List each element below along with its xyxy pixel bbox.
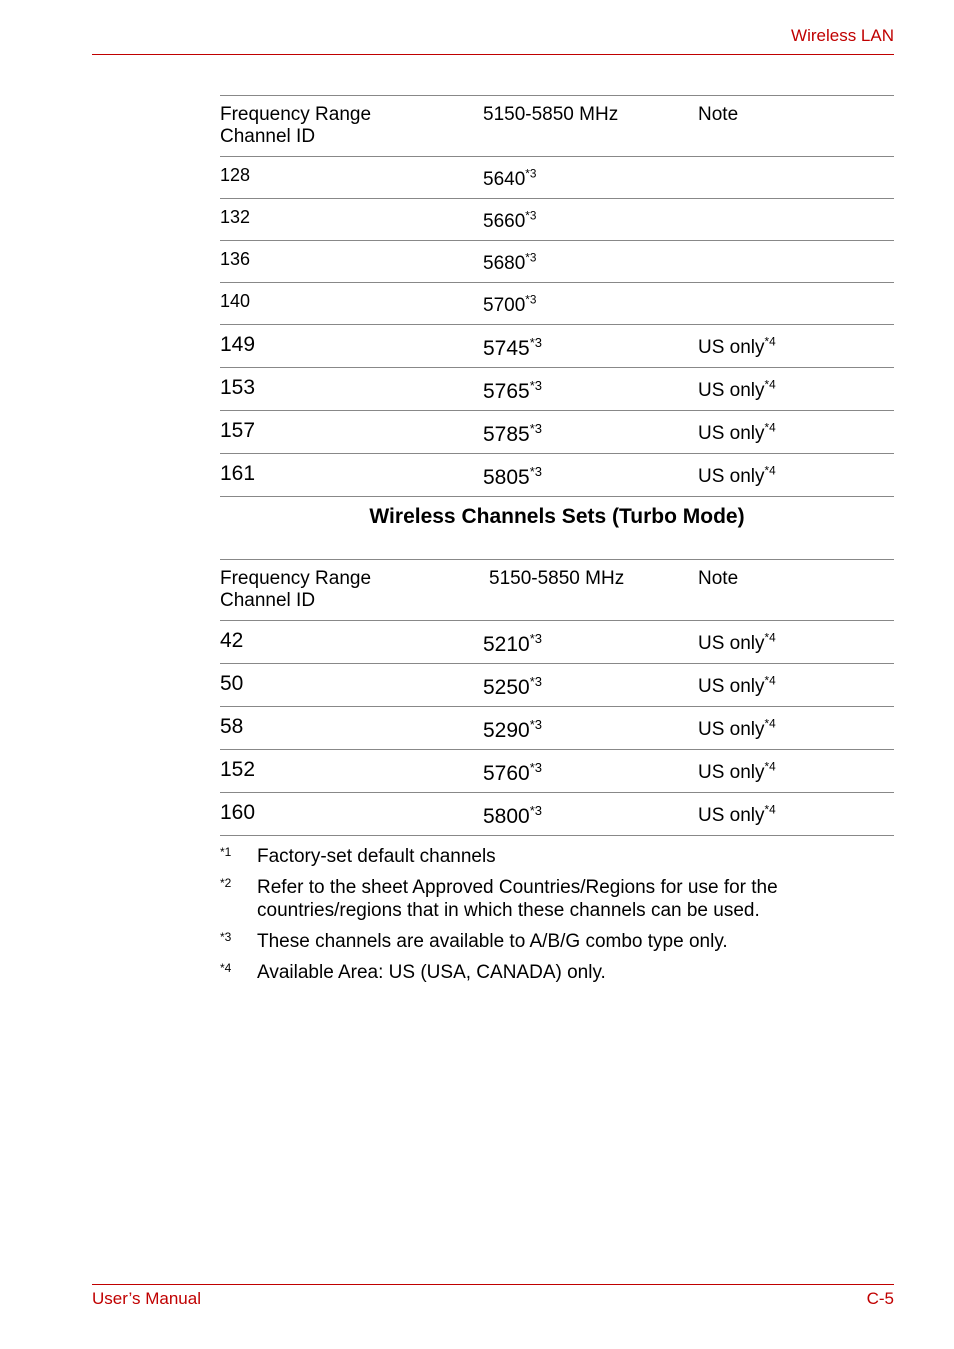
frequency-text: 5700: [483, 295, 526, 316]
footnote-mark: *2: [220, 876, 232, 890]
note: [698, 466, 776, 488]
footnote-text: Factory-set default channels: [257, 846, 496, 867]
table-row: [220, 157, 894, 199]
channel-id: [220, 629, 243, 653]
footnote: [220, 930, 894, 953]
frequency-text: 5765: [483, 380, 530, 403]
footnote-ref: *3: [529, 464, 543, 479]
footnote-ref: *3: [525, 209, 537, 223]
frequency-text: 5805: [483, 466, 530, 489]
footnote-ref: *4: [764, 803, 776, 817]
footnote-ref: *4: [764, 378, 776, 392]
channel-id: [220, 801, 255, 825]
footnote-ref: *4: [764, 674, 776, 688]
footnote-ref: *3: [529, 378, 543, 393]
note: [698, 762, 776, 784]
manual-title: User’s Manual: [92, 1289, 201, 1308]
channel-id: [220, 419, 255, 443]
channel-id-text: 160: [220, 801, 256, 824]
header-label: Channel ID: [220, 126, 316, 147]
footer-rule: [92, 1284, 894, 1285]
frequency: [483, 805, 542, 829]
frequency-text: 5785: [483, 423, 530, 446]
note-text: US only: [698, 337, 765, 358]
header-label: Frequency Range: [220, 568, 372, 589]
note: [698, 719, 776, 741]
note: [698, 423, 776, 445]
note-text: US only: [698, 676, 765, 697]
frequency: [483, 633, 542, 657]
footnote-mark: *4: [220, 961, 232, 975]
footnote-ref: *3: [525, 167, 537, 181]
channel-id: [220, 715, 243, 739]
footnote-ref: *3: [529, 803, 543, 818]
channel-id-text: 157: [220, 419, 256, 442]
frequency: [483, 169, 536, 191]
header-frequency-range: [220, 568, 371, 612]
channel-id-text: 50: [220, 672, 244, 695]
frequency-text: 5660: [483, 211, 526, 232]
footnote-ref: *3: [529, 335, 543, 350]
frequency: [483, 295, 536, 317]
note: [698, 676, 776, 698]
note: [698, 380, 776, 402]
channel-id-text: 161: [220, 462, 256, 485]
channel-id: [220, 376, 255, 400]
table-row: [220, 325, 894, 368]
table-row: [220, 621, 894, 664]
table-row: [220, 411, 894, 454]
footnote: [220, 845, 894, 868]
header-frequency-range: [220, 104, 371, 148]
note-text: US only: [698, 719, 765, 740]
header-label: Frequency Range: [220, 104, 372, 125]
channel-id: [220, 672, 243, 696]
note: [698, 337, 776, 359]
footnotes: [220, 845, 894, 992]
frequency-text: 5250: [483, 676, 530, 699]
footnote-ref: *4: [764, 421, 776, 435]
table-row: [220, 199, 894, 241]
channel-id-text: 132: [220, 207, 251, 227]
note-text: US only: [698, 805, 765, 826]
footnote-ref: *3: [525, 293, 537, 307]
table-row: [220, 707, 894, 750]
frequency: [483, 380, 542, 404]
footnote-ref: *3: [529, 421, 543, 436]
frequency: [483, 719, 542, 743]
channel-id: [220, 207, 250, 228]
frequency: [483, 211, 536, 233]
footnote-ref: *3: [529, 631, 543, 646]
channel-id: [220, 333, 255, 357]
table-row: [220, 283, 894, 325]
table-row: [220, 793, 894, 836]
channel-id: [220, 249, 250, 270]
channel-id-text: 153: [220, 376, 256, 399]
footnote-ref: *3: [525, 251, 537, 265]
channel-id-text: 149: [220, 333, 256, 356]
footnote-ref: *4: [764, 717, 776, 731]
footnote-text: Refer to the sheet Approved Countries/Regions for use for the countries/regions that in which these channels can be used.: [257, 877, 778, 921]
table-row: [220, 454, 894, 497]
table-row: [220, 241, 894, 283]
turbo-channel-table: [220, 559, 894, 836]
channel-id-text: 140: [220, 291, 251, 311]
frequency: [483, 253, 536, 275]
header-mhz: 5150-5850 MHz: [483, 104, 619, 125]
note-text: US only: [698, 762, 765, 783]
footnote-ref: *3: [529, 717, 543, 732]
header-label: Channel ID: [220, 590, 316, 611]
page-number: C-5: [866, 1289, 894, 1308]
frequency: [483, 423, 542, 447]
footnote-ref: *4: [764, 631, 776, 645]
footnote: [220, 961, 894, 984]
header-note: Note: [698, 568, 739, 589]
note: [698, 633, 776, 655]
footnote-ref: *4: [764, 335, 776, 349]
note-text: US only: [698, 466, 765, 487]
section-title: Wireless LAN: [791, 26, 894, 45]
channel-id: [220, 165, 250, 186]
footnote-ref: *4: [764, 464, 776, 478]
note-text: US only: [698, 423, 765, 444]
table-header: [220, 95, 894, 157]
frequency: [483, 466, 542, 490]
channel-table: [220, 95, 894, 497]
frequency-text: 5290: [483, 719, 530, 742]
channel-id-text: 152: [220, 758, 256, 781]
frequency-text: 5745: [483, 337, 530, 360]
channel-id-text: 128: [220, 165, 251, 185]
footnote: [220, 876, 894, 922]
footnote-ref: *3: [529, 760, 543, 775]
channel-id: [220, 291, 250, 312]
channel-id-text: 42: [220, 629, 244, 652]
channel-id-text: 58: [220, 715, 244, 738]
table-row: [220, 664, 894, 707]
table-row: [220, 368, 894, 411]
frequency-text: 5760: [483, 762, 530, 785]
footnote-mark: *1: [220, 845, 232, 859]
footnote-text: These channels are available to A/B/G combo type only.: [257, 931, 728, 952]
frequency: [483, 337, 542, 361]
note-text: US only: [698, 380, 765, 401]
channel-id-text: 136: [220, 249, 251, 269]
table-header: [220, 559, 894, 621]
frequency-text: 5680: [483, 253, 526, 274]
header-rule: [92, 54, 894, 55]
note: [698, 805, 776, 827]
footnote-ref: *4: [764, 760, 776, 774]
header-note: Note: [698, 104, 739, 125]
footnote-ref: *3: [529, 674, 543, 689]
frequency-text: 5210: [483, 633, 530, 656]
channel-id: [220, 462, 255, 486]
frequency-text: 5800: [483, 805, 530, 828]
table-row: [220, 750, 894, 793]
frequency-text: 5640: [483, 169, 526, 190]
note-text: US only: [698, 633, 765, 654]
frequency: [483, 762, 542, 786]
table-caption: Wireless Channels Sets (Turbo Mode): [369, 505, 745, 528]
footnote-text: Available Area: US (USA, CANADA) only.: [257, 962, 606, 983]
footnote-mark: *3: [220, 930, 232, 944]
frequency: [483, 676, 542, 700]
channel-id: [220, 758, 255, 782]
header-mhz: 5150-5850 MHz: [489, 568, 625, 589]
